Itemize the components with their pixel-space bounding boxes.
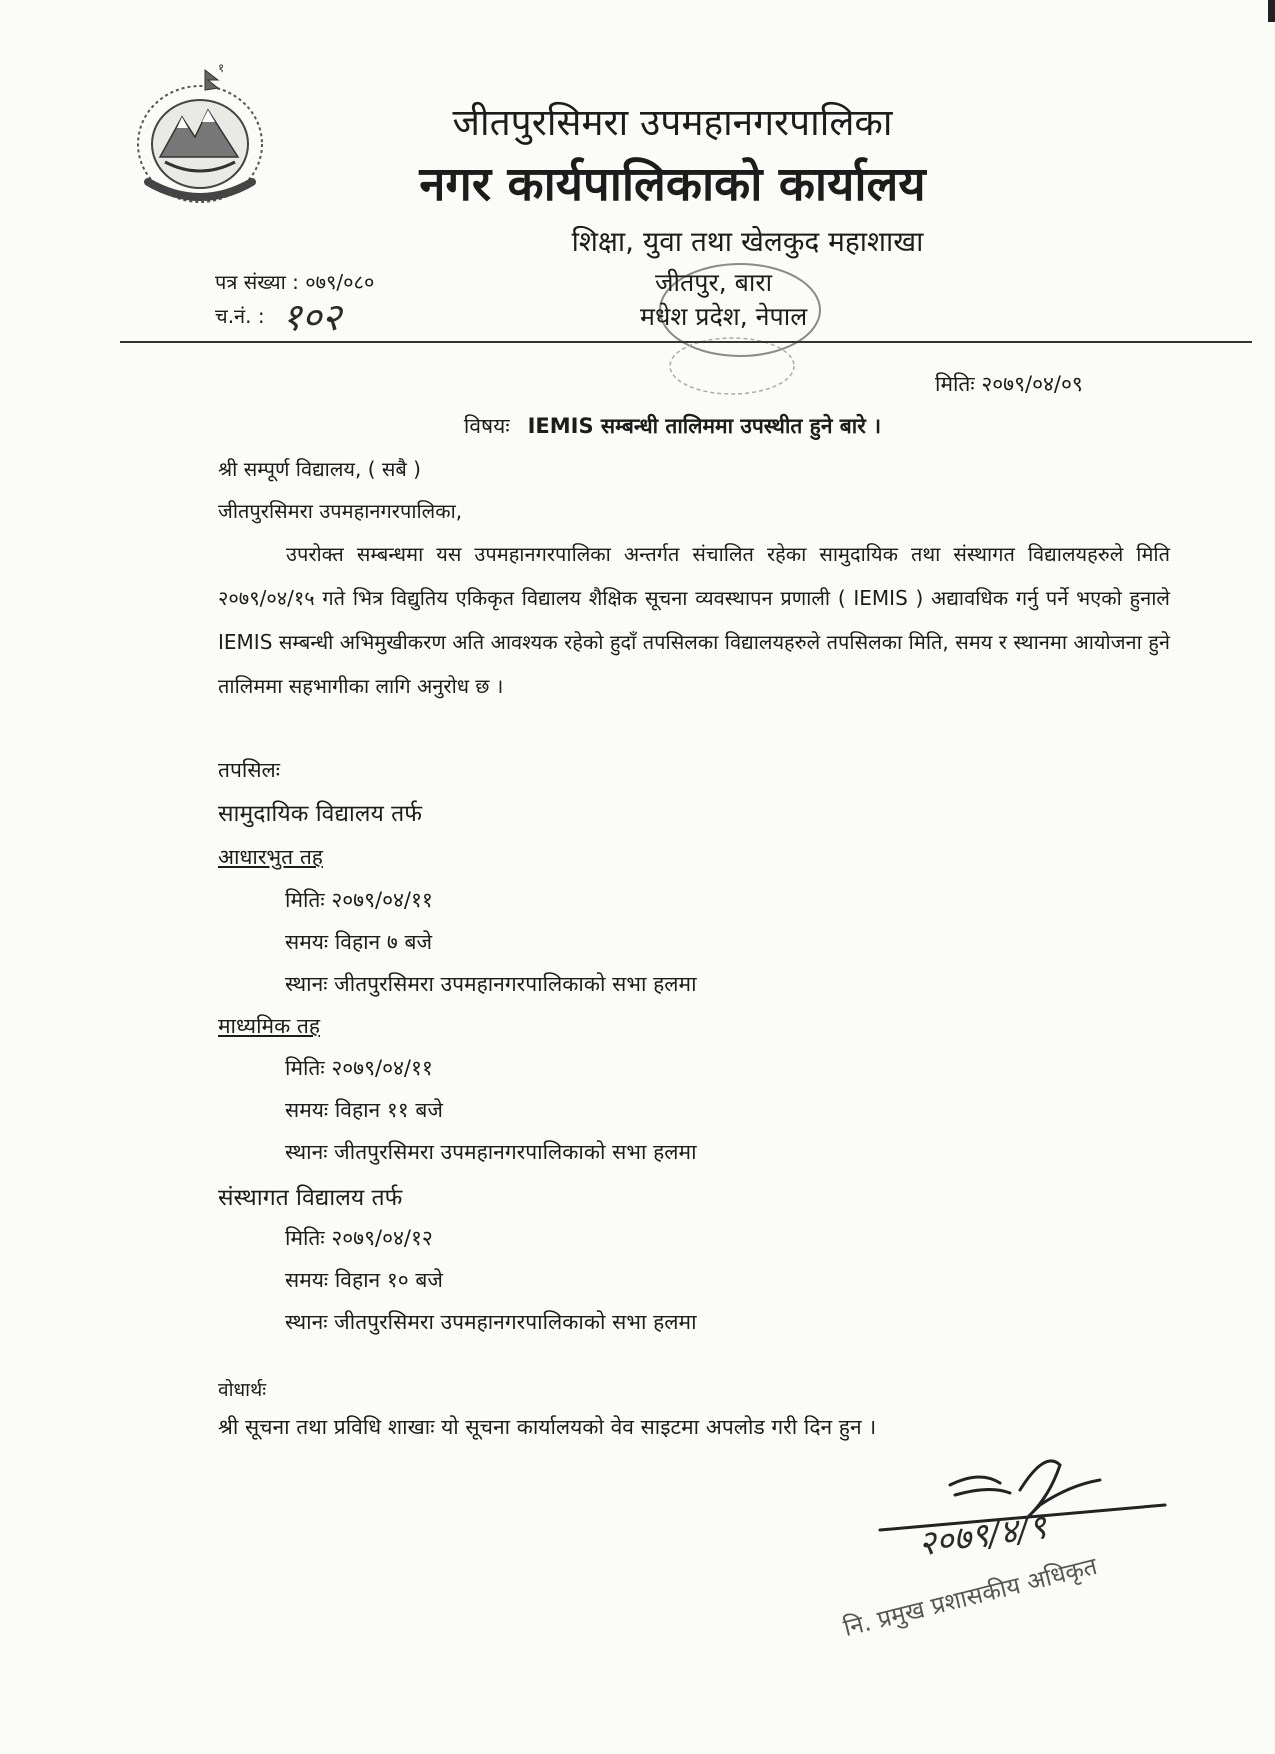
subject-label: विषयः xyxy=(463,414,510,438)
addressee-line-1: श्री सम्पूर्ण विद्यालय, ( सबै ) xyxy=(218,457,421,481)
body-paragraph: उपरोक्त सम्बन्धमा यस उपमहानगरपालिका अन्तर्गत संचालित रहेका सामुदायिक तथा संस्थागत विद्यालयहरुले मिति २०७९/०४/१५ गते भित्र विद्युतिय एकिकृत विद्यालय शैक्षिक सूचना व्यवस्थापन प्रणाली ( IEMIS ) अद्यावधिक गर्नु पर्ने भएको हुनाले IEMIS सम्बन्धी अभिमुखीकरण अति आवश्यक रहेको हुदाँ तपसिलका विद्यालयहरुले तपसिलका मिति, समय र स्थानमा आयोजना हुने तालिममा सहभागीका लागि अनुरोध छ । xyxy=(218,542,1170,698)
secondary-place: स्थानः जीतपुरसिमरा उपमहानगरपालिकाको सभा हलमा xyxy=(285,1140,697,1164)
dispatch-number: १०२ xyxy=(282,295,342,339)
institutional-section-title: संस्थागत विद्यालय तर्फ xyxy=(218,1185,403,1211)
letter-number: पत्र संख्या : ०७९/०८० xyxy=(215,270,375,294)
notice-label: वोधार्थः xyxy=(218,1379,267,1401)
secondary-time: समयः विहान ११ बजे xyxy=(285,1098,443,1122)
basic-time: समयः विहान ७ बजे xyxy=(285,930,433,954)
header-divider xyxy=(120,341,1252,343)
signatory-title: नि. प्रमुख प्रशासकीय अधिकृत xyxy=(840,1551,1100,1643)
addressee-line-2: जीतपुरसिमरा उपमहानगरपालिका, xyxy=(218,499,463,523)
notice-text: श्री सूचना तथा प्रविधि शाखाः यो सूचना कार्यालयको वेव साइटमा अपलोड गरी दिन हुन । xyxy=(218,1415,877,1439)
basic-date: मितिः २०७९/०४/११ xyxy=(285,888,433,912)
dispatch-label: च.नं. : xyxy=(215,304,265,328)
location-line-2: मधेश प्रदेश, नेपाल xyxy=(640,302,808,331)
community-section-title: सामुदायिक विद्यालय तर्फ xyxy=(218,801,422,827)
schedule-label: तपसिलः xyxy=(218,758,281,782)
svg-text:१: १ xyxy=(218,62,225,75)
letter-date: मितिः २०७९/०४/०९ xyxy=(935,372,1083,396)
basic-place: स्थानः जीतपुरसिमरा उपमहानगरपालिकाको सभा हलमा xyxy=(285,972,697,996)
basic-level-title: आधारभुत तह xyxy=(218,845,323,869)
org-name: जीतपुरसिमरा उपमहानगरपालिका xyxy=(452,101,893,144)
subject-text: IEMIS सम्बन्धी तालिममा उपस्थीत हुने बारे । xyxy=(527,414,882,438)
secondary-level-title: माध्यमिक तह xyxy=(218,1014,320,1038)
signature-date: २०७९/४/९ xyxy=(915,1506,1050,1565)
institutional-date: मितिः २०७९/०४/१२ xyxy=(285,1226,433,1250)
scan-edge-mark xyxy=(1268,0,1275,22)
subject-line xyxy=(0,412,1275,440)
institutional-place: स्थानः जीतपुरसिमरा उपमहानगरपालिकाको सभा हलमा xyxy=(285,1310,697,1334)
institutional-time: समयः विहान १० बजे xyxy=(285,1268,443,1292)
office-name: नगर कार्यपालिकाको कार्यालय xyxy=(419,157,926,212)
location-line-1: जीतपुर, बारा xyxy=(655,268,773,297)
division-name: शिक्षा, युवा तथा खेलकुद महाशाखा xyxy=(571,225,924,258)
secondary-date: मितिः २०७९/०४/११ xyxy=(285,1056,433,1080)
